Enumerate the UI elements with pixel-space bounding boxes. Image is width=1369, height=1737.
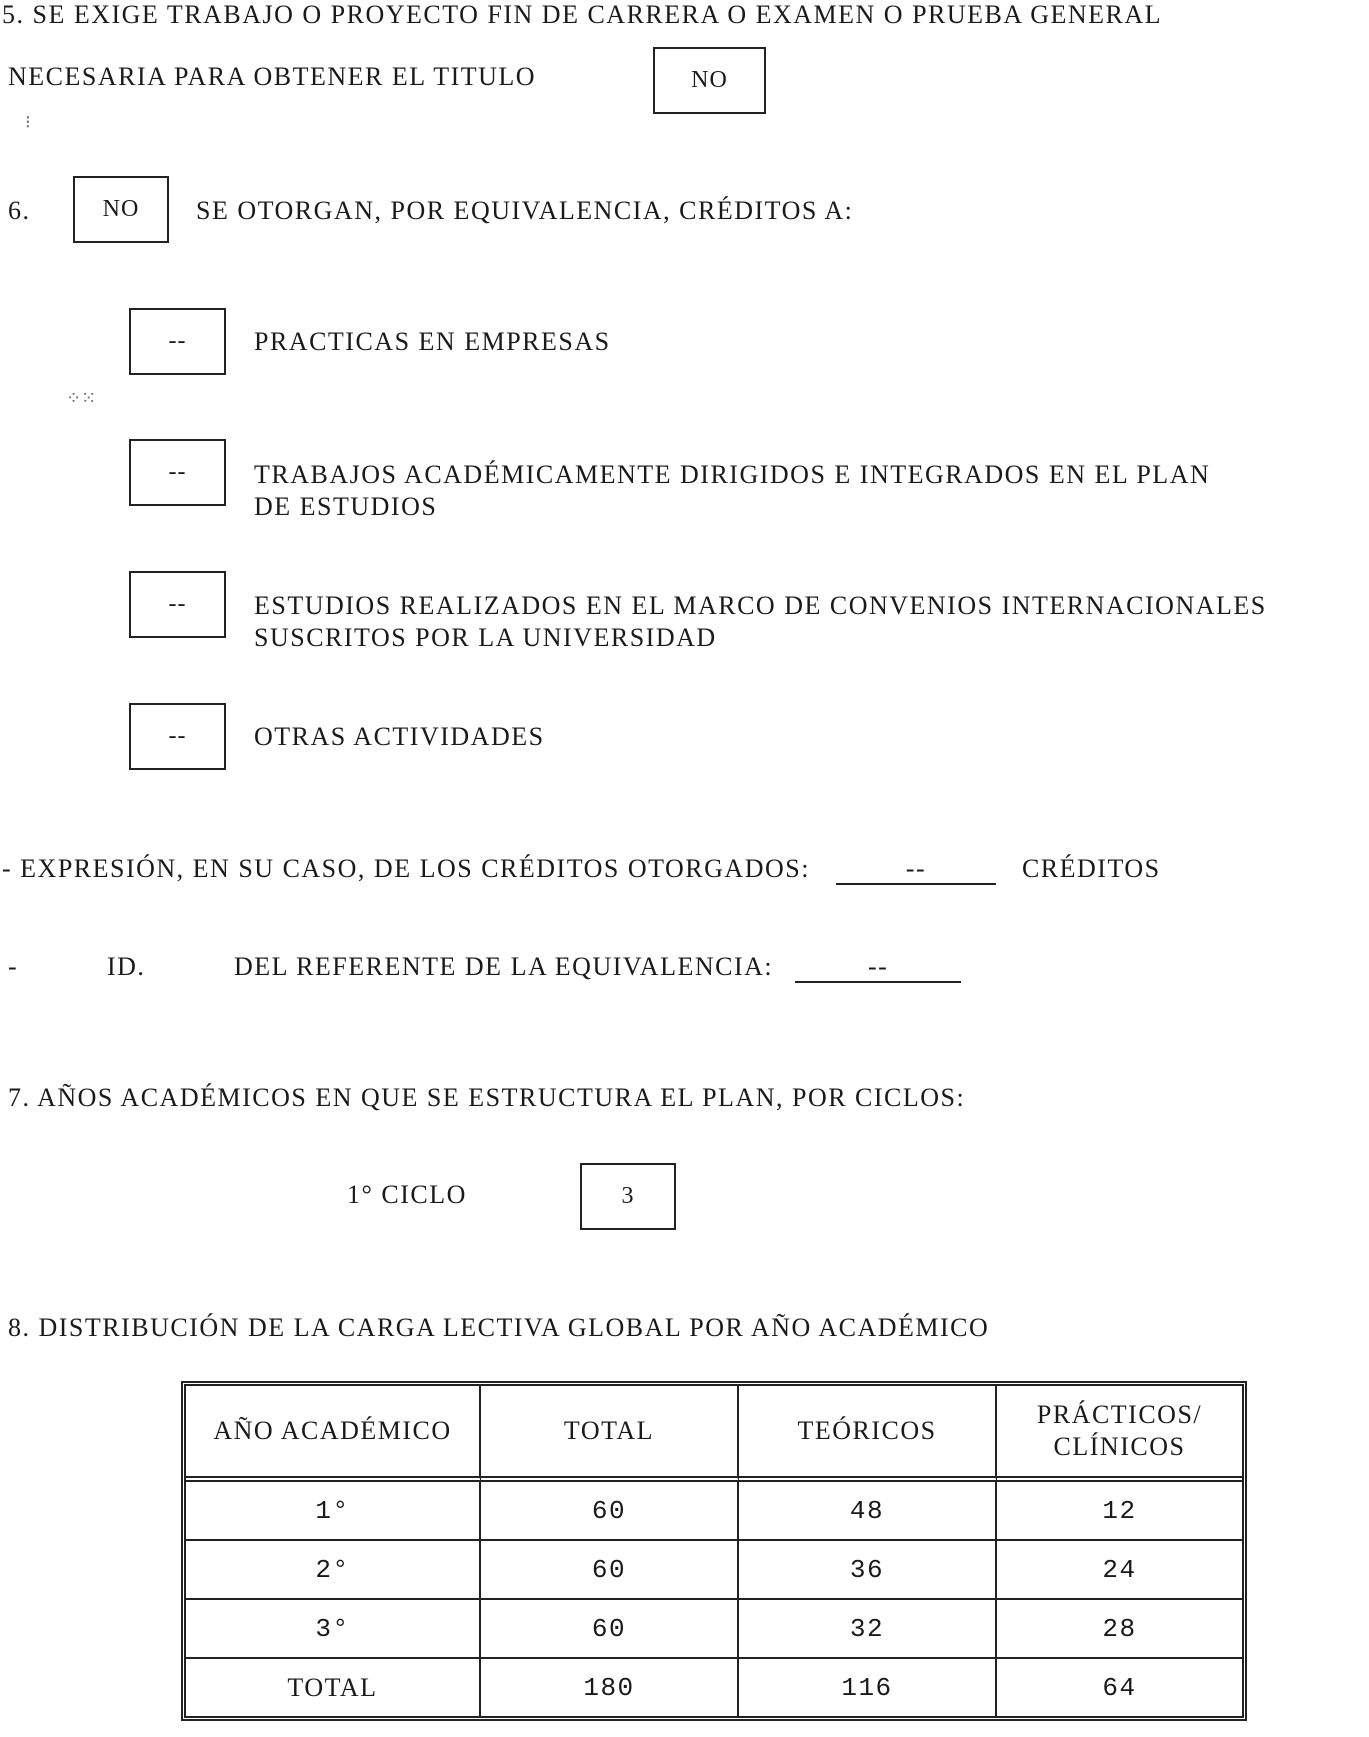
credit-item-1-label: PRACTICAS EN EMPRESAS (254, 327, 611, 356)
section-8-title: 8. DISTRIBUCIÓN DE LA CARGA LECTIVA GLOBAL POR AÑO ACADÉMICO (8, 1313, 990, 1342)
credits-expression (2, 854, 1161, 885)
cell-practical: 24 (997, 1541, 1242, 1600)
cell-theoretical: 116 (739, 1659, 997, 1716)
credit-item-3-label-line-2: SUSCRITOS POR LA UNIVERSIDAD (254, 623, 717, 652)
cell-total: 60 (481, 1600, 739, 1659)
table-row (186, 1600, 1242, 1659)
cell-year: 1° (186, 1482, 481, 1541)
header-theoretical: TEÓRICOS (739, 1386, 997, 1482)
header-total: TOTAL (481, 1386, 739, 1482)
section-5-line-1: 5. SE EXIGE TRABAJO O PROYECTO FIN DE CARRERA O EXAMEN O PRUEBA GENERAL (2, 0, 1163, 29)
cell-practical: 64 (1102, 1672, 1137, 1703)
section-6-number: 6. (8, 196, 31, 225)
credits-expression-unit: CRÉDITOS (1021, 854, 1161, 883)
credit-item-2-label-line-1: TRABAJOS ACADÉMICAMENTE DIRIGIDOS E INTEGRADOS EN EL PLAN (254, 460, 1211, 489)
cycle-1-label: 1° CICLO (347, 1180, 467, 1209)
section-5-line-2: NECESARIA PARA OBTENER EL TITULO (8, 62, 537, 91)
scan-speck: ⁘⁙ (66, 388, 97, 408)
credit-item-3-label-line-1: ESTUDIOS REALIZADOS EN EL MARCO DE CONVENIOS INTERNACIONALES (254, 591, 1267, 620)
cell-total-label: TOTAL (186, 1659, 481, 1716)
scan-speck: ⁝ (25, 112, 31, 132)
header-practical-line-2: CLÍNICOS (1053, 1432, 1186, 1461)
header-academic-year: AÑO ACADÉMICO (186, 1386, 481, 1482)
cell-practical: 28 (997, 1600, 1242, 1659)
section-7-title: 7. AÑOS ACADÉMICOS EN QUE SE ESTRUCTURA EL PLAN, POR CICLOS: (8, 1083, 966, 1112)
table-row (186, 1541, 1242, 1600)
cell-theoretical: 48 (739, 1482, 997, 1541)
section-6-answer-box: NO (73, 176, 169, 243)
cell-theoretical: 36 (739, 1541, 997, 1600)
section-6-text: SE OTORGAN, POR EQUIVALENCIA, CRÉDITOS A: (196, 196, 854, 225)
cell-total: 180 (481, 1659, 739, 1716)
credit-item-4-label: OTRAS ACTIVIDADES (254, 722, 545, 751)
credit-item-1-box: -- (129, 308, 226, 375)
equivalence-referent-value: -- (795, 953, 961, 983)
table-row (186, 1482, 1242, 1541)
section-5-answer-box: NO (653, 47, 766, 114)
credits-expression-label: - EXPRESIÓN, EN SU CASO, DE LOS CRÉDITOS OTORGADOS: (2, 854, 810, 883)
cell-total: 60 (481, 1541, 739, 1600)
table-total-row (186, 1659, 1242, 1716)
table-header-row (186, 1386, 1242, 1482)
equivalence-referent-id: ID. (107, 952, 146, 981)
credits-expression-value: -- (836, 855, 996, 885)
cell-year: 3° (186, 1600, 481, 1659)
credit-item-3-box: -- (129, 571, 226, 638)
cycle-1-value-box: 3 (580, 1163, 676, 1230)
equivalence-referent-label: DEL REFERENTE DE LA EQUIVALENCIA: (234, 952, 774, 981)
equivalence-referent (234, 952, 961, 983)
header-practical (997, 1386, 1242, 1482)
credit-item-2-label-line-2: DE ESTUDIOS (254, 492, 438, 521)
equivalence-referent-dash: - (8, 952, 19, 981)
cell-practical: 12 (997, 1482, 1242, 1541)
credit-item-2-box: -- (129, 439, 226, 506)
academic-load-table (181, 1381, 1247, 1721)
header-practical-line-1: PRÁCTICOS/ (1036, 1400, 1203, 1429)
cell-total: 60 (481, 1482, 739, 1541)
cell-theoretical: 32 (739, 1600, 997, 1659)
credit-item-4-box: -- (129, 703, 226, 770)
cell-year: 2° (186, 1541, 481, 1600)
